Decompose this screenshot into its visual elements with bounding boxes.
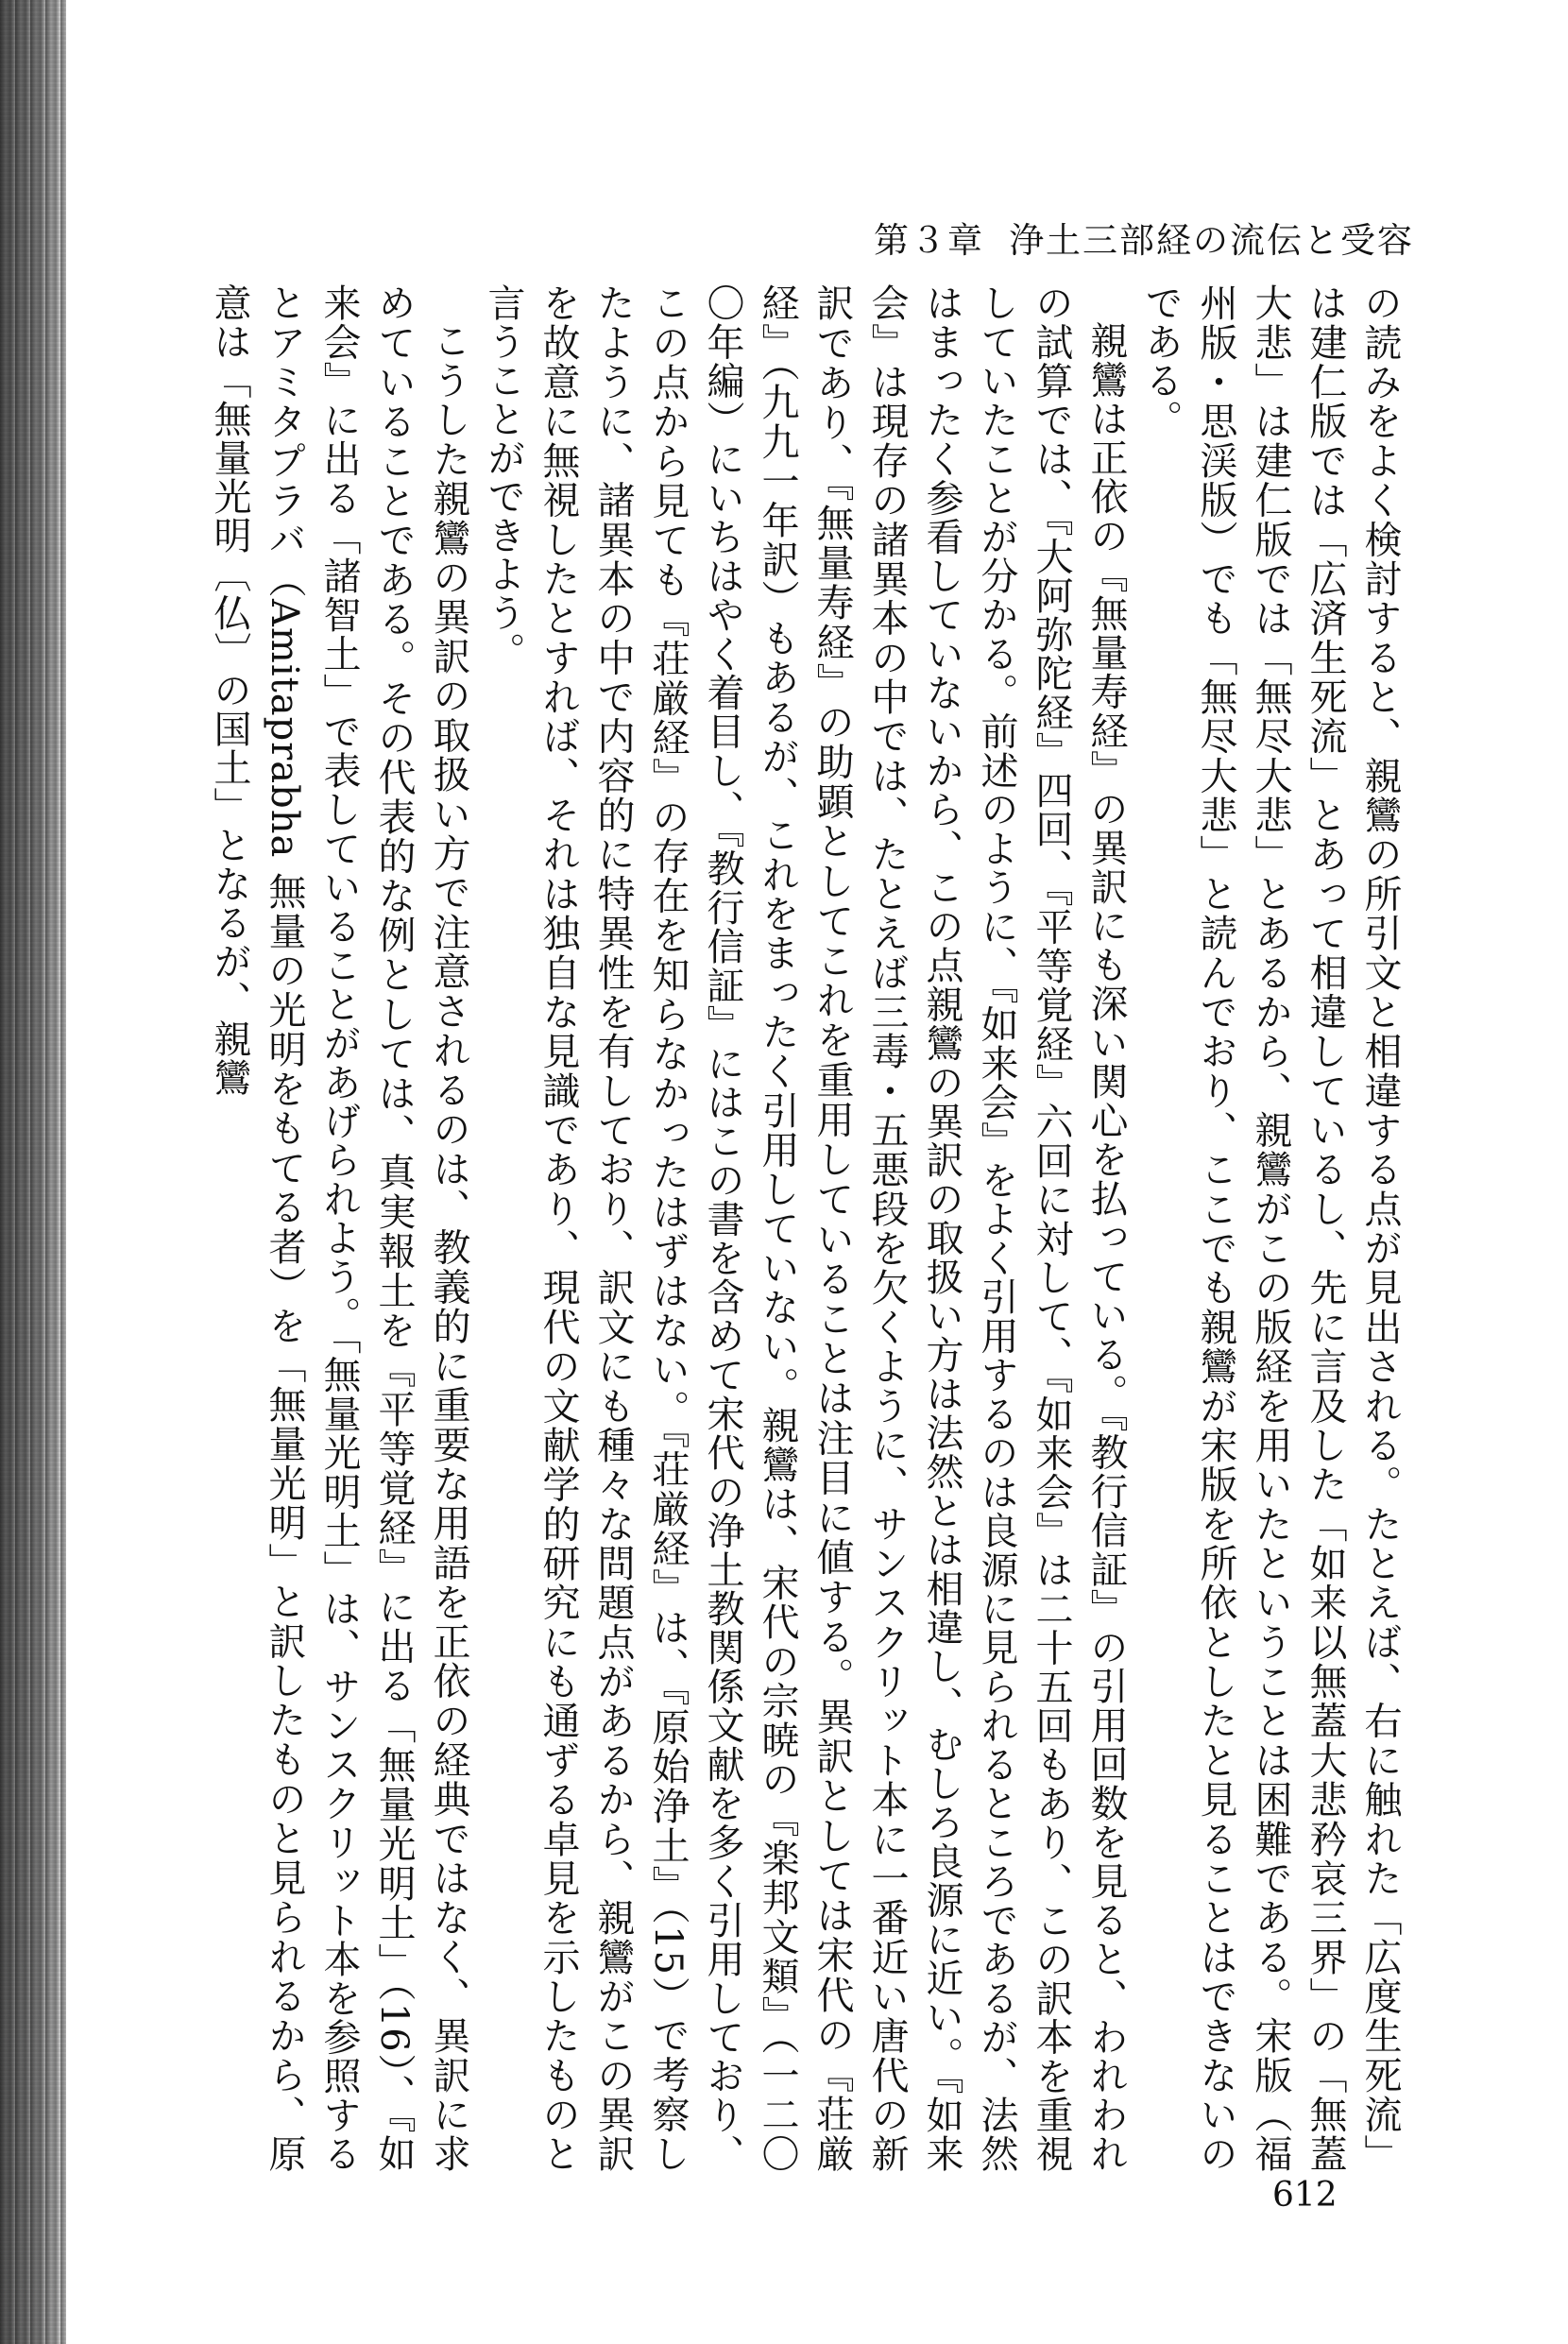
paragraph-2: 親鸞は正依の『無量寿経』の異訳にも深い関心を払っている。『教行信証』の引用回数を見ると、われわれの試算では、『大阿弥陀経』四回、『平等覚経』六回に対して、『如来会』は二十五回もあり、この訳本を重視していたことが分かる。前述のように、『如来会』をよく引用するのは良源に見られるところであるが、法然はまったく参看していないから、この点親鸞の異訳の取扱い方は法然とは相違し、むしろ良源に近い。『如来会』は現存の諸異本の中では、たとえば三毒・五悪段を欠くように、サンスクリット本に一番近い唐代の新訳であり、『無量寿経』の助顕としてこれを重用していることは注目に値する。異訳としては宋代の『荘厳経』（九九一年訳）もあるが、これをまったく引用していない。親鸞は、宋代の宗暁の『楽邦文類』（一二〇〇年編）にいちはやく着目し、『教行信証』にはこの書を含めて宋代の浄土教関係文献を多く引用しており、この点から見ても『荘厳経』の存在を知らなかったはずはない。『荘厳経』は、『原始浄土』（15）で考察したように、諸異本の中で内容的に特異性を有しており、訳文にも種々な問題点があるから、親鸞がこの異訳を故意に無視したとすれば、それは独自な見識であり、現代の文献学的研究にも通ずる卓見を示したものと言うことができよう。: [482, 283, 1128, 2173]
paragraph-3: こうした親鸞の異訳の取扱い方で注意されるのは、教義的に重要な用語を正依の経典ではなく、異訳に求めていることである。その代表的な例としては、真実報土を『平等覚経』に出る「無量光明土」（16）、『如来会』に出る「諸智土」で表していることがあげられよう。「無量光明土」は、サンスクリット本を参照するとアミタプラバ（Amitaprabha 無量の光明をもてる者）を「無量光明」と訳したものと見られるから、原意は「無量光明〔仏〕の国土」となるが、親鸞: [208, 283, 470, 2173]
paragraph-1: の読みをよく検討すると、親鸞の所引文と相違する点が見出される。たとえば、右に触れた「広度生死流」は建仁版では「広済生死流」とあって相違しているし、先に言及した「如来以無蓋大悲矜哀三界」の「無蓋大悲」は建仁版では「無尽大悲」とあるから、親鸞がこの版経を用いたということは困難である。宋版（福州版・思渓版）でも「無尽大悲」と読んでおり、ここでも親鸞が宋版を所依としたと見ることはできないのである。: [1139, 283, 1402, 2173]
scan-shadow-edge: [0, 0, 66, 2344]
running-head: [874, 212, 1414, 261]
page-number: 612: [1272, 2176, 1338, 2215]
chapter-title: 浄土三部経の流伝と受容: [1009, 220, 1414, 261]
chapter-number: 第３章: [874, 220, 984, 261]
body-text: [165, 283, 1407, 2173]
